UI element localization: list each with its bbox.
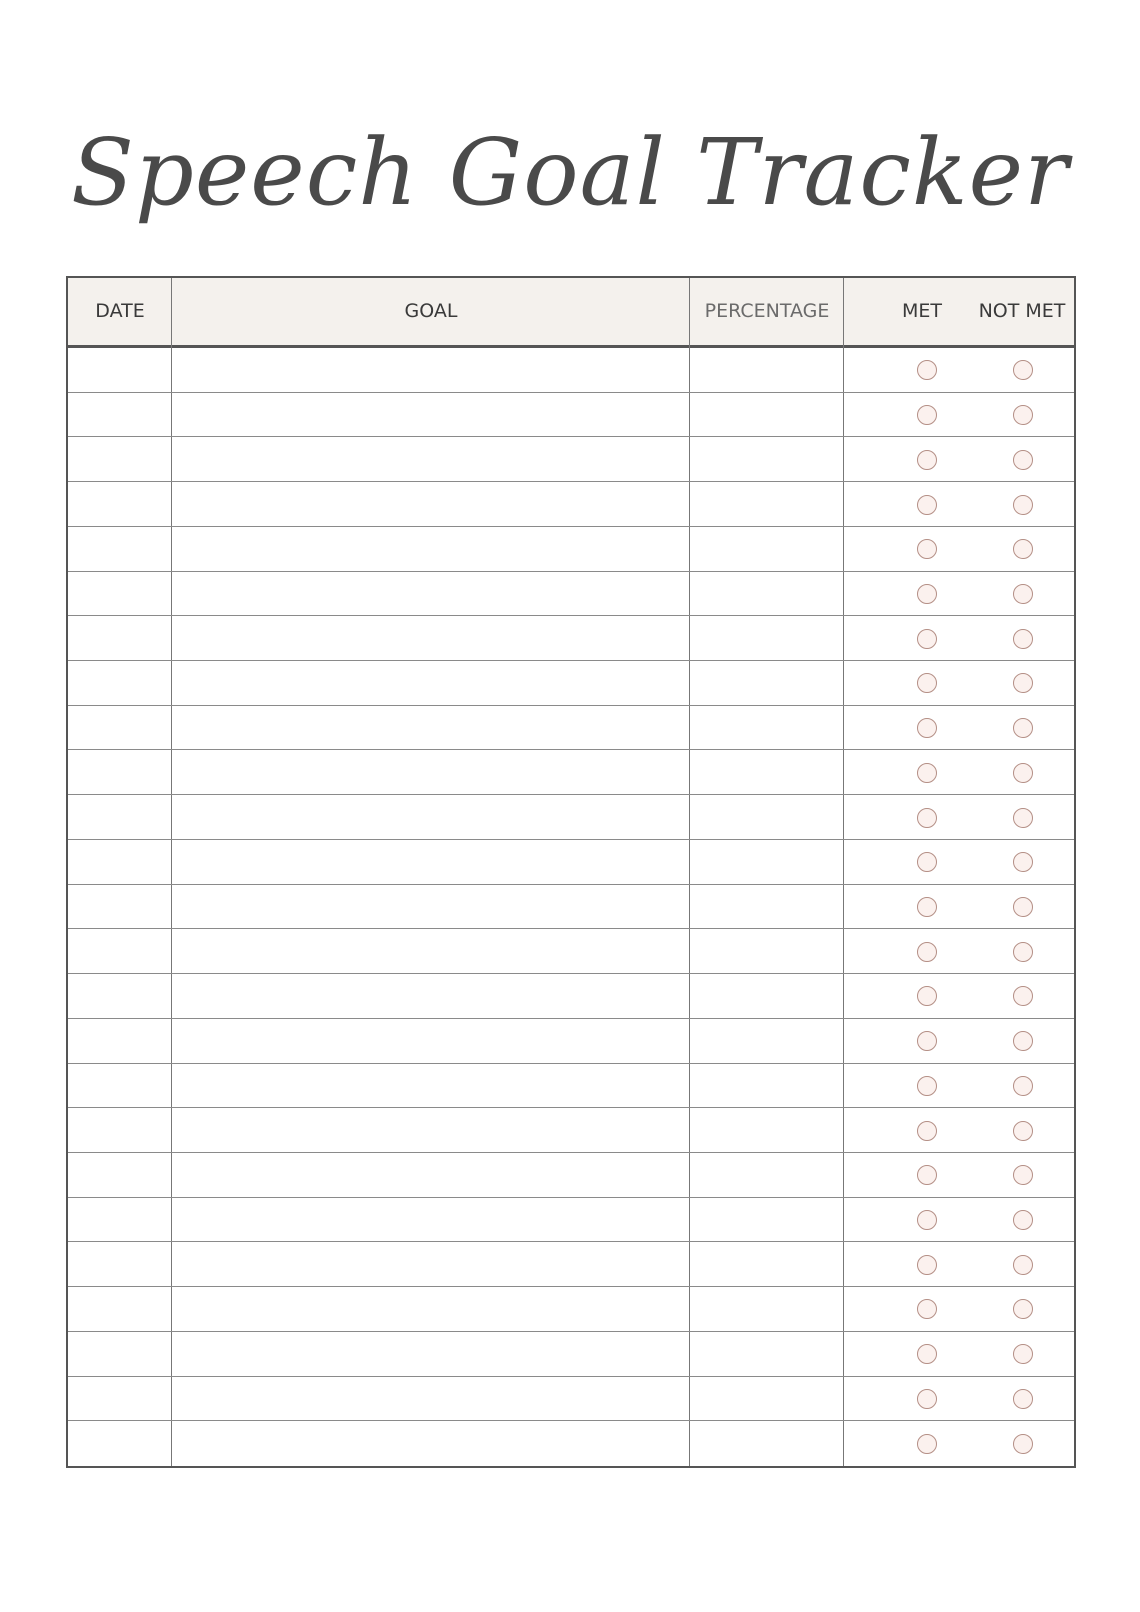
met-radio[interactable] [917, 718, 937, 738]
not-met-radio[interactable] [1013, 897, 1033, 917]
met-radio[interactable] [917, 1121, 937, 1141]
table-row [68, 437, 1074, 482]
met-radio[interactable] [917, 1299, 937, 1319]
not-met-radio[interactable] [1013, 942, 1033, 962]
not-met-radio[interactable] [1013, 405, 1033, 425]
not-met-radio[interactable] [1013, 1344, 1033, 1364]
not-met-radio[interactable] [1013, 1255, 1033, 1275]
table-row [68, 1153, 1074, 1198]
not-met-radio[interactable] [1013, 673, 1033, 693]
header-percentage: PERCENTAGE [704, 300, 830, 322]
met-radio[interactable] [917, 1434, 937, 1454]
not-met-radio[interactable] [1013, 1210, 1033, 1230]
met-radio[interactable] [917, 852, 937, 872]
page-title: Speech Goal Tracker [70, 119, 1070, 226]
not-met-radio[interactable] [1013, 360, 1033, 380]
met-radio[interactable] [917, 673, 937, 693]
met-radio[interactable] [917, 495, 937, 515]
goal-tracker-table [66, 276, 1076, 1468]
table-row [68, 1377, 1074, 1422]
table-header [68, 278, 1074, 348]
met-radio[interactable] [917, 584, 937, 604]
not-met-radio[interactable] [1013, 1031, 1033, 1051]
table-row [68, 929, 1074, 974]
table-row [68, 795, 1074, 840]
met-radio[interactable] [917, 405, 937, 425]
not-met-radio[interactable] [1013, 1434, 1033, 1454]
table-row [68, 1287, 1074, 1332]
not-met-radio[interactable] [1013, 629, 1033, 649]
not-met-radio[interactable] [1013, 1076, 1033, 1096]
met-radio[interactable] [917, 629, 937, 649]
table-row [68, 661, 1074, 706]
not-met-radio[interactable] [1013, 1299, 1033, 1319]
table-row [68, 393, 1074, 438]
table-row [68, 348, 1074, 393]
table-row [68, 527, 1074, 572]
not-met-radio[interactable] [1013, 495, 1033, 515]
table-row [68, 1198, 1074, 1243]
table-row [68, 616, 1074, 661]
header-not-met: NOT MET [978, 300, 1066, 322]
met-radio[interactable] [917, 1031, 937, 1051]
met-radio[interactable] [917, 986, 937, 1006]
not-met-radio[interactable] [1013, 1165, 1033, 1185]
not-met-radio[interactable] [1013, 1121, 1033, 1141]
met-radio[interactable] [917, 1255, 937, 1275]
met-radio[interactable] [917, 808, 937, 828]
header-goal: GOAL [404, 300, 458, 322]
not-met-radio[interactable] [1013, 1389, 1033, 1409]
not-met-radio[interactable] [1013, 584, 1033, 604]
table-row [68, 1421, 1074, 1466]
met-radio[interactable] [917, 539, 937, 559]
table-row [68, 482, 1074, 527]
table-row [68, 885, 1074, 930]
met-radio[interactable] [917, 942, 937, 962]
table-row [68, 1064, 1074, 1109]
not-met-radio[interactable] [1013, 808, 1033, 828]
table-row [68, 1108, 1074, 1153]
table-row [68, 750, 1074, 795]
table-row [68, 706, 1074, 751]
table-row [68, 840, 1074, 885]
met-radio[interactable] [917, 450, 937, 470]
met-radio[interactable] [917, 1344, 937, 1364]
not-met-radio[interactable] [1013, 539, 1033, 559]
met-radio[interactable] [917, 1165, 937, 1185]
met-radio[interactable] [917, 360, 937, 380]
table-body [68, 348, 1074, 1466]
met-radio[interactable] [917, 1210, 937, 1230]
not-met-radio[interactable] [1013, 763, 1033, 783]
not-met-radio[interactable] [1013, 852, 1033, 872]
table-row [68, 1019, 1074, 1064]
not-met-radio[interactable] [1013, 986, 1033, 1006]
header-date: DATE [95, 300, 145, 322]
table-row [68, 572, 1074, 617]
met-radio[interactable] [917, 763, 937, 783]
not-met-radio[interactable] [1013, 718, 1033, 738]
not-met-radio[interactable] [1013, 450, 1033, 470]
table-row [68, 974, 1074, 1019]
met-radio[interactable] [917, 1076, 937, 1096]
table-row [68, 1242, 1074, 1287]
met-radio[interactable] [917, 897, 937, 917]
header-met: MET [901, 300, 942, 322]
met-radio[interactable] [917, 1389, 937, 1409]
table-row [68, 1332, 1074, 1377]
